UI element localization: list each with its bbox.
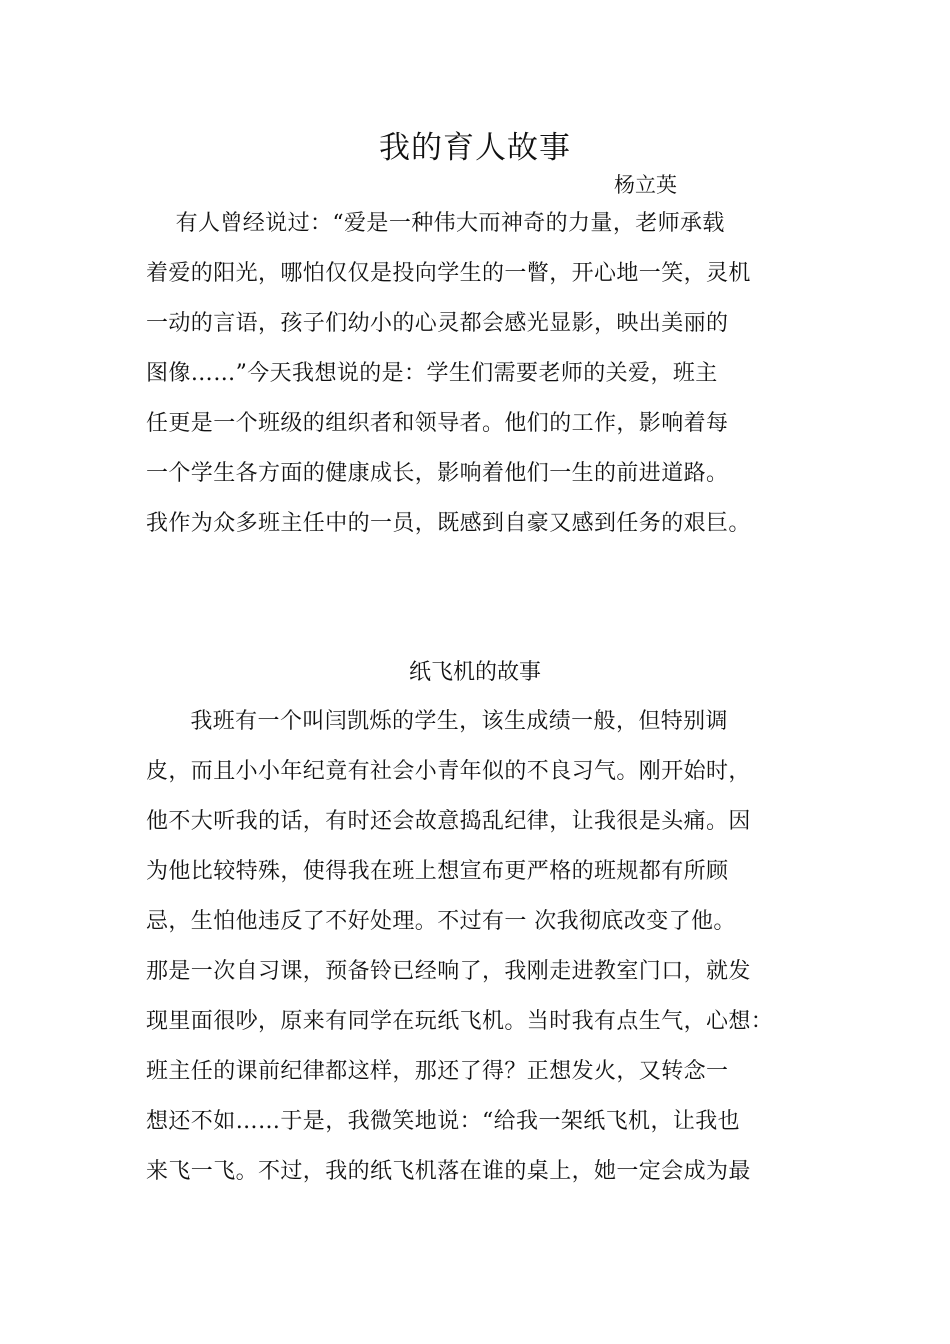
author-name: 杨立英 xyxy=(614,173,677,197)
paragraph-line: 有人曾经说过：“爱是一种伟大而神奇的力量，老师承载 xyxy=(146,211,725,236)
paragraph-line: 他不大听我的话，有时还会故意捣乱纪律，让我很是头痛。因 xyxy=(146,809,751,834)
paragraph-line: 一个学生各方面的健康成长，影响着他们一生的前进道路。 xyxy=(146,461,729,486)
paragraph-line: 任更是一个班级的组织者和领导者。他们的工作，影响着每 xyxy=(146,411,729,436)
paragraph-line: 着爱的阳光，哪怕仅仅是投向学生的一瞥，开心地一笑，灵机 xyxy=(146,261,751,286)
paragraph-line: 那是一次自习课，预备铃已经响了，我刚走进教室门口，就发 xyxy=(146,959,751,984)
section-title: 纸飞机的故事 xyxy=(408,660,541,685)
paragraph-line: 忌，生怕他违反了不好处理。不过有一 次我彻底改变了他。 xyxy=(146,909,736,934)
paragraph-line: 班主任的课前纪律都这样，那还了得？正想发火，又转念一 xyxy=(146,1059,729,1084)
paragraph-line: 皮，而且小小年纪竟有社会小青年似的不良习气。刚开始时， xyxy=(146,759,751,784)
paragraph-line: 为他比较特殊，使得我在班上想宣布更严格的班规都有所顾 xyxy=(146,859,729,884)
paragraph-line: 我班有一个叫闫凯烁的学生，该生成绩一般，但特别调 xyxy=(146,709,728,734)
paragraph-line: 来飞一飞。不过，我的纸飞机落在谁的桌上，她一定会成为最 xyxy=(146,1159,751,1184)
intro-paragraph xyxy=(146,199,826,549)
document-title: 我的育人故事 xyxy=(379,130,571,166)
paragraph-line: 想还不如……于是，我微笑地说：“给我一架纸飞机，让我也 xyxy=(146,1109,741,1134)
paragraph-line: 图像……”今天我想说的是：学生们需要老师的关爱，班主 xyxy=(146,361,718,386)
paragraph-line: 现里面很吵，原来有同学在玩纸飞机。当时我有点生气，心想： xyxy=(146,1009,774,1034)
paragraph-line: 一动的言语，孩子们幼小的心灵都会感光显影，映出美丽的 xyxy=(146,311,729,336)
paragraph-line: 我作为众多班主任中的一员，既感到自豪又感到任务的艰巨。 xyxy=(146,511,751,536)
story-paragraph xyxy=(146,697,826,1197)
